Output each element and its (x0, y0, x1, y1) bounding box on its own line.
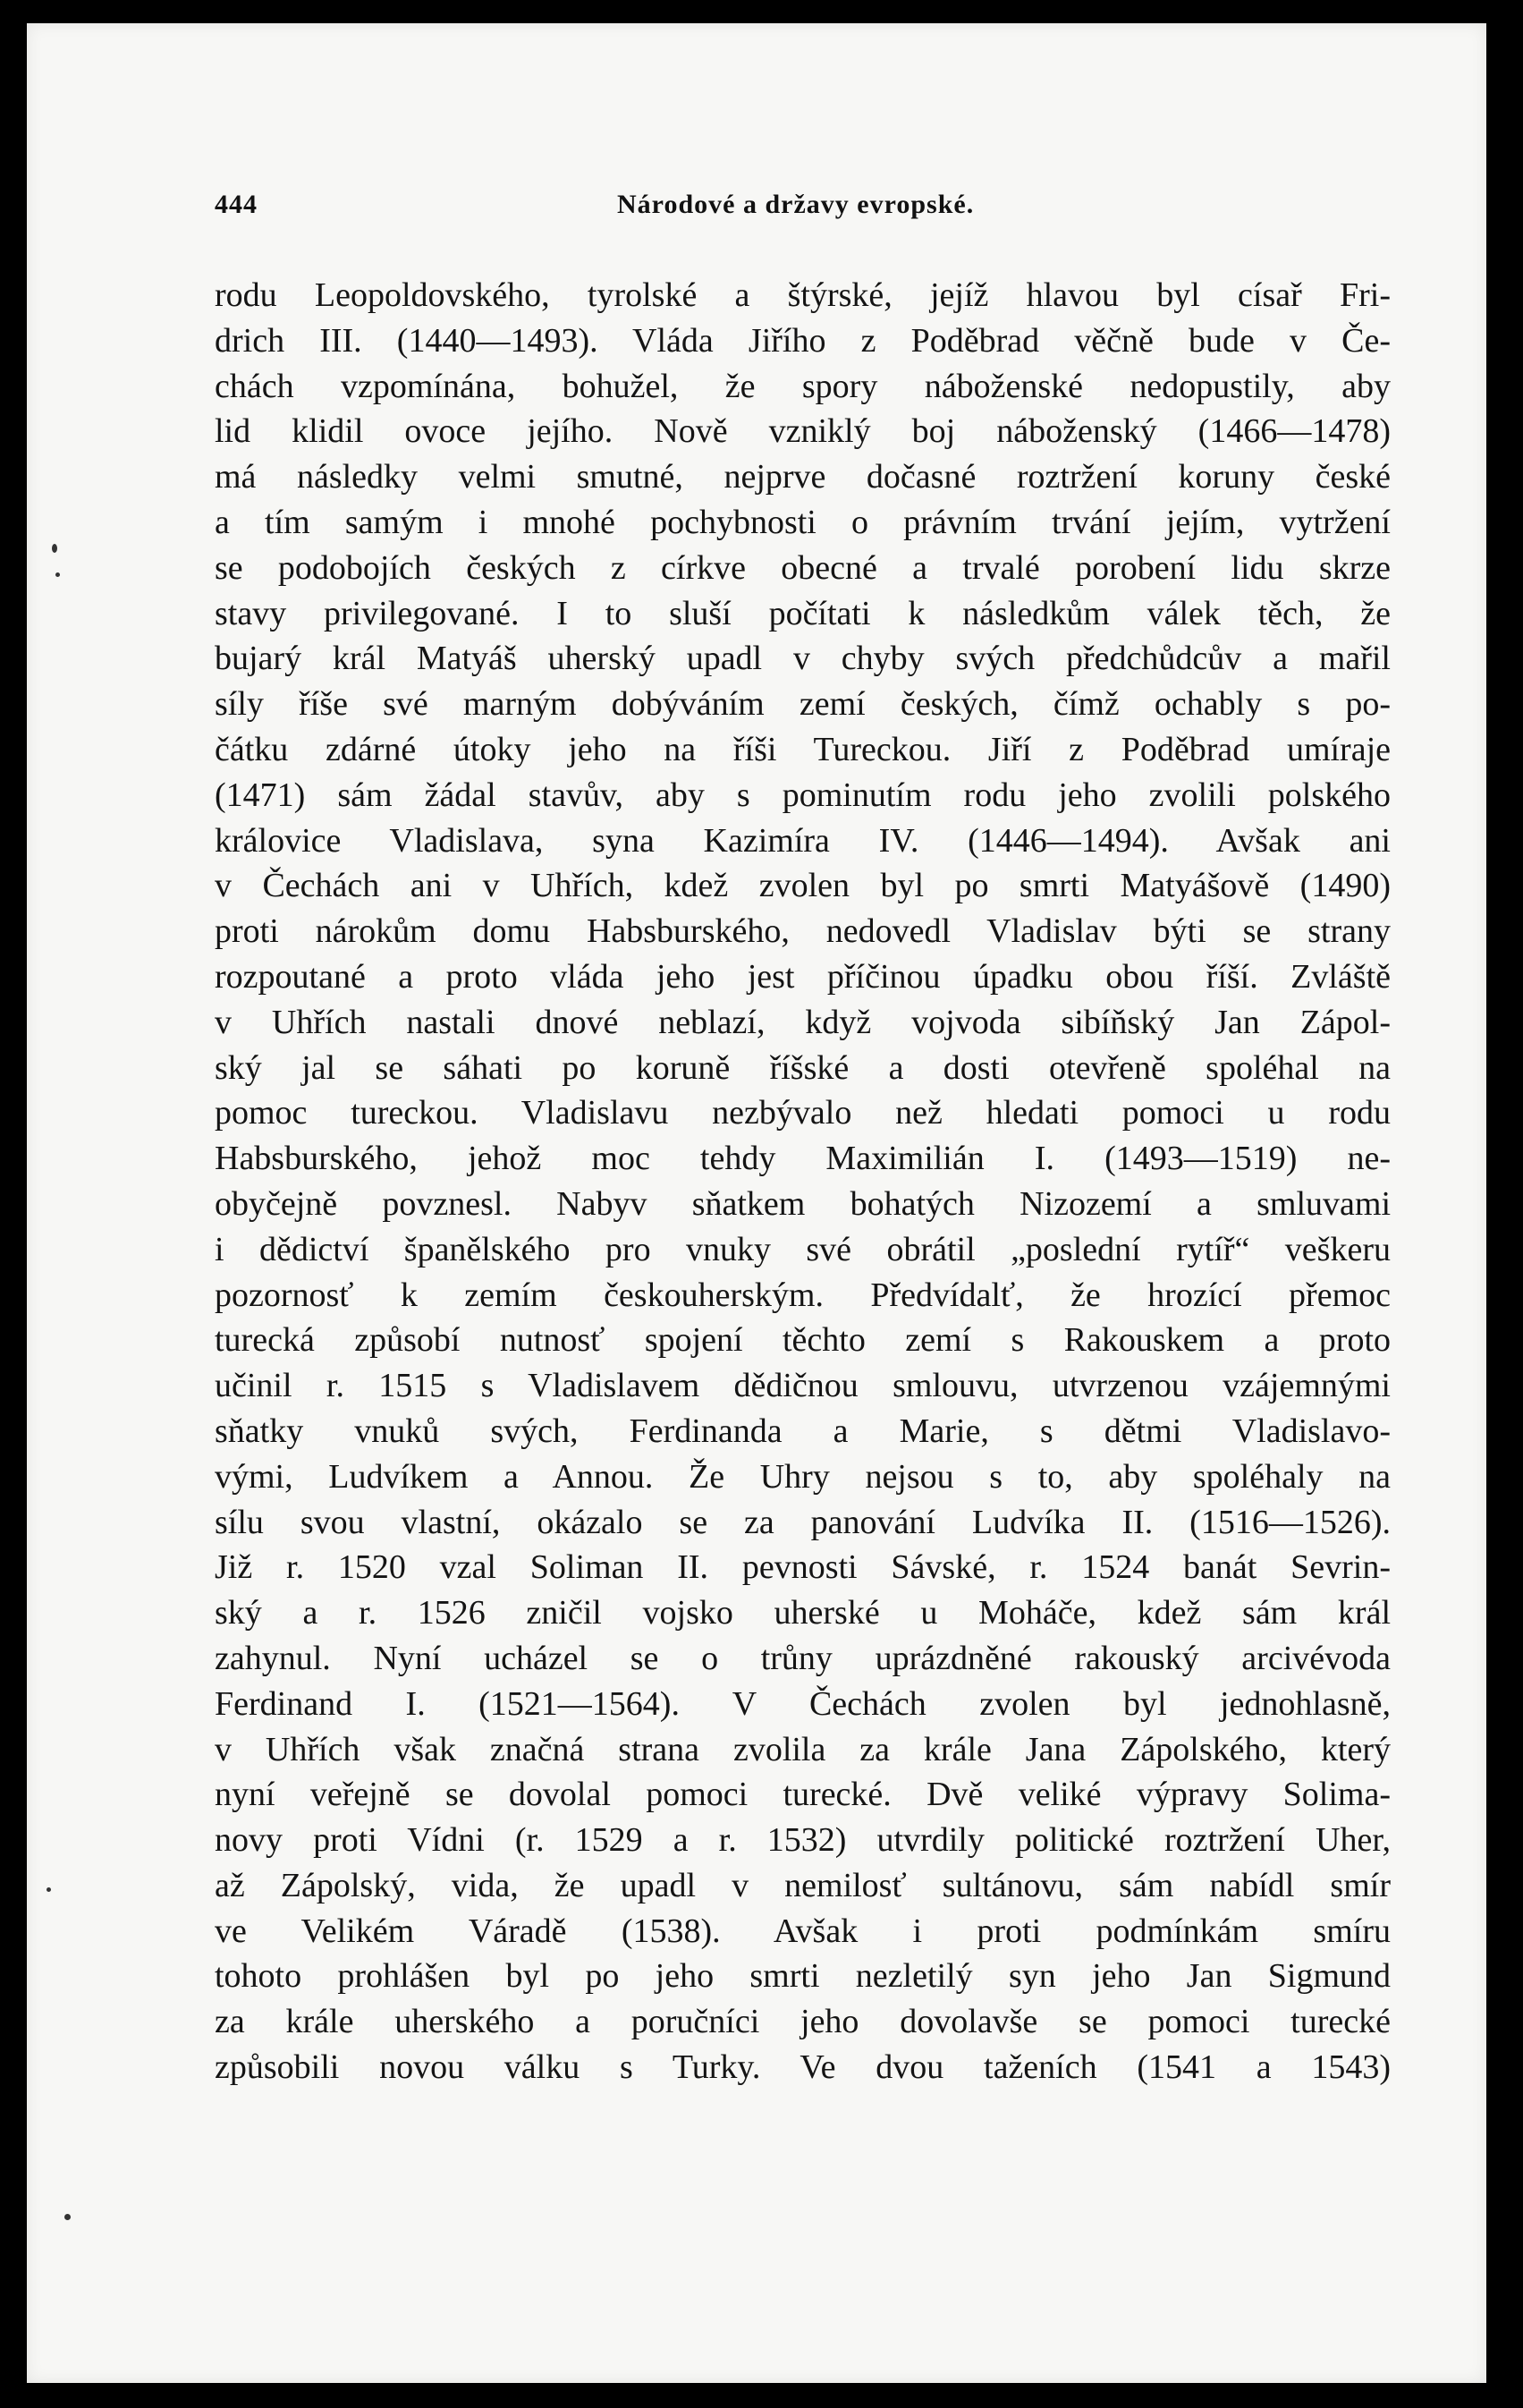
text-line: vými, Ludvíkem a Annou. Že Uhry nejsou s to, aby spoléhaly na (215, 1457, 1391, 1496)
text-line: bujarý král Matyáš uherský upadl v chyby svých předchůdcův a mařil (215, 640, 1391, 678)
text-line: ský a r. 1526 zničil vojsko uherské u Moháče, kdež sám král (215, 1594, 1391, 1632)
text-line: a tím samým i mnohé pochybnosti o právním trvání jejím, vytržení (215, 503, 1391, 541)
text-line: za krále uherského a poručníci jeho dovolavše se pomoci turecké (215, 2003, 1391, 2041)
text-line: sňatky vnuků svých, Ferdinanda a Marie, s dětmi Vladislavo- (215, 1412, 1391, 1450)
text-line: nyní veřejně se dovolal pomoci turecké. Dvě veliké výpravy Solima- (215, 1776, 1391, 1814)
text-line: ve Velikém Váradě (1538). Avšak i proti podmínkám smíru (215, 1912, 1391, 1950)
body-text (215, 273, 1391, 2090)
text-line: v Uhřích však značná strana zvolila za krále Jana Zápolského, který (215, 1730, 1391, 1768)
text-line: až Zápolský, vida, že upadl v nemilosť sultánovu, sám nabídl smír (215, 1866, 1391, 1904)
text-line: turecká způsobí nutnosť spojení těchto zemí s Rakouskem a proto (215, 1321, 1391, 1360)
text-line: Habsburského, jehož moc tehdy Maximilián I. (1493—1519) ne- (215, 1140, 1391, 1178)
text-line: ský jal se sáhati po koruně říšské a dosti otevřeně spoléhal na (215, 1048, 1391, 1087)
text-line: rodu Leopoldovského, tyrolské a štýrské, jejíž hlavou byl císař Fri- (215, 276, 1391, 314)
text-line: tohoto prohlášen byl po jeho smrti nezletilý syn jeho Jan Sigmund (215, 1957, 1391, 1996)
text-line: rozpoutané a proto vláda jeho jest příčinou úpadku obou říší. Zvláště (215, 957, 1391, 996)
text-line: zahynul. Nyní ucházel se o trůny uprázdněné rakouský arcivévoda (215, 1639, 1391, 1677)
scan-speck (64, 2214, 71, 2220)
scan-speck (52, 544, 57, 553)
text-line: v Čechách ani v Uhřích, kdež zvolen byl po smrti Matyášově (1490) (215, 867, 1391, 905)
text-line: královice Vladislava, syna Kazimíra IV. (1446—1494). Avšak ani (215, 821, 1391, 860)
text-line: chách vzpomínána, bohužel, že spory náboženské nedopustily, aby (215, 367, 1391, 405)
text-line: síly říše své marným dobýváním zemí českých, čímž ochably s po- (215, 685, 1391, 724)
text-line: čátku zdárné útoky jeho na říši Tureckou. Jiří z Poděbrad umíraje (215, 730, 1391, 768)
text-line: proti nárokům domu Habsburského, nedovedl Vladislav býti se strany (215, 912, 1391, 951)
page-number: 444 (215, 190, 258, 219)
scan-speck (55, 572, 60, 577)
text-line: (1471) sám žádal stavův, aby s pominutím rodu jeho zvolili polského (215, 776, 1391, 814)
text-line: sílu svou vlastní, okázalo se za panování Ludvíka II. (1516—1526). (215, 1503, 1391, 1541)
text-line: se podobojích českých z církve obecné a trvalé porobení lidu skrze (215, 548, 1391, 587)
running-title: Národové a državy evropské. (617, 190, 975, 219)
page-header (215, 190, 1404, 222)
text-line: Ferdinand I. (1521—1564). V Čechách zvolen byl jednohlasně, (215, 1684, 1391, 1723)
text-line: pozornosť k zemím českouherským. Předvídalť, že hrozící přemoc (215, 1276, 1391, 1314)
text-line: drich III. (1440—1493). Vláda Jiřího z Poděbrad věčně bude v Če- (215, 321, 1391, 360)
text-line: pomoc tureckou. Vladislavu nezbývalo než hledati pomoci u rodu (215, 1094, 1391, 1132)
text-line: obyčejně povznesl. Nabyv sňatkem bohatých Nizozemí a smluvami (215, 1184, 1391, 1223)
text-line: způsobili novou válku s Turky. Ve dvou taženích (1541 a 1543) (215, 2048, 1391, 2087)
text-line: v Uhřích nastali dnové neblazí, když vojvoda sibíňský Jan Zápol- (215, 1003, 1391, 1041)
text-line: i dědictví španělského pro vnuky své obrátil „poslední rytíř“ veškeru (215, 1230, 1391, 1268)
text-line: Již r. 1520 vzal Soliman II. pevnosti Sávské, r. 1524 banát Sevrin- (215, 1548, 1391, 1587)
text-line: učinil r. 1515 s Vladislavem dědičnou smlouvu, utvrzenou vzájemnými (215, 1367, 1391, 1405)
text-line: lid klidil ovoce jejího. Nově vzniklý boj náboženský (1466—1478) (215, 412, 1391, 451)
scan-speck (47, 1887, 51, 1892)
text-line: stavy privilegované. I to sluší počítati k následkům válek těch, že (215, 594, 1391, 632)
text-line: má následky velmi smutné, nejprve dočasné roztržení koruny české (215, 458, 1391, 496)
text-line: novy proti Vídni (r. 1529 a r. 1532) utvrdily politické roztržení Uher, (215, 1821, 1391, 1860)
